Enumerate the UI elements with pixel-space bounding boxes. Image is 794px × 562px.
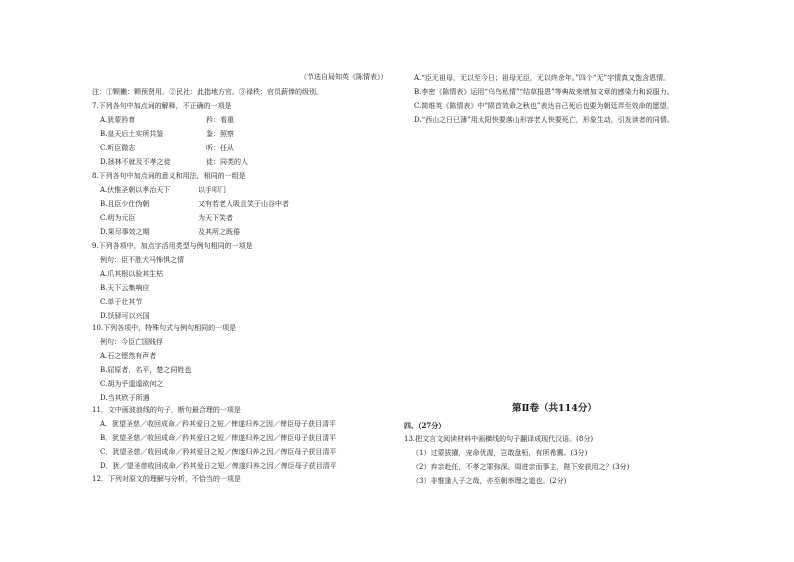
q8-option-a: A.伏惟圣朝以孝治天下: [100, 186, 171, 194]
q9-option-b: B.天下云集响应: [100, 284, 150, 292]
q12-option-b: B.李密《陈情表》运用“乌鸟私情”“结草报恩”等典故来增加文章的感染力和说服力。: [414, 88, 674, 96]
q8-option-c-compare: 为天下笑者: [198, 214, 233, 222]
q7-stem: 7.下列各句中加点词的解释，不正确的一项是: [92, 102, 232, 110]
q7-option-b-gloss: 鉴：照察: [206, 130, 234, 138]
q10-option-c: C.胡为乎遑遑欲何之: [100, 380, 164, 388]
q9-option-d: D.饫驿可以兴国: [100, 312, 150, 320]
q7-option-b: B.皇天后土实所共鉴: [100, 130, 164, 138]
q7-option-c: C.听臣微志: [100, 144, 136, 152]
q11-option-d: D．犹／望圣慈收回成命／矜其爱日之短／俾遂归养之因／俾臣母子获目清平: [100, 462, 337, 470]
q9-example: 例句：臣不胜犬马怖惧之情: [100, 256, 184, 264]
q12-option-a: A.“臣无祖母，无以至今日；祖母无臣，无以终余年。”四个“无”字情真又饱含恩情。: [414, 74, 671, 82]
q10-stem: 10.下列各项中，特殊句式与例句相同的一项是: [92, 324, 237, 332]
q10-example: 例句：今臣亡国贱俘: [100, 338, 163, 346]
q7-option-a: A.犹蒙矜育: [100, 116, 136, 124]
q12-option-d: D.“西山之日已薄”用太阳快要落山形容老人快要死亡，形象生动，引发读者的同情。: [414, 116, 674, 124]
q13-stem: 13.把文言文阅读材料中画横线的句子翻译成现代汉语。(8分): [404, 435, 594, 443]
q11-option-b: B．犹望圣慈／收回成命／矜其爱日之短／俾遂归养之因／俾臣母子获目清平: [100, 434, 337, 442]
q9-stem: 9.下列各项中，加点字活用类型与例句相同的一项是: [92, 242, 253, 250]
q8-stem: 8.下列各句中加点词的意义和用法，相同的一组是: [92, 172, 246, 180]
q12-stem: 12．下列对原文的理解与分析，不恰当的一项是: [92, 475, 241, 483]
q7-option-c-gloss: 听：任从: [206, 144, 234, 152]
q9-option-c: C.单于壮其节: [100, 298, 143, 306]
q8-option-b-compare: 又有若老人吸且笑于山谷中者: [198, 200, 289, 208]
annotation-note: 注：①颗獭：颗预贤用。②民社：此指地方官。③禄秩：官员薪俸的级别。: [92, 88, 323, 96]
section-4-heading: 四、（27分）: [404, 421, 446, 430]
q11-option-c: C．犹望圣慈／收回成命／矜其爱日之短／俾遂归养之因／俾臣母子获目清平: [100, 448, 337, 456]
q7-option-a-gloss: 矜：看重: [206, 116, 234, 124]
q7-option-d: D.拯林不就及不孝之徒: [100, 158, 171, 166]
volume-title: 第Ⅱ卷（共114分）: [512, 403, 597, 414]
source-citation: （节选自局知英《陈情表》）: [300, 73, 388, 81]
q7-option-d-gloss: 徒：同类的人: [206, 158, 248, 166]
q13-item-3: （3）非惟逢人子之哉，亦至朝率理之道也。(2分): [412, 477, 567, 485]
q11-stem: 11．文中画波浪线的句子，断句最合理的一项是: [92, 406, 241, 414]
q8-option-d: D.果尽事效之期: [100, 228, 150, 236]
q12-option-c: C.简维英《陈情表》中“陨首效命之秋也”表达自己死后也要为朝廷弄至效命的愿望。: [414, 102, 674, 110]
q13-item-1: （1）过蒙拔擢，宠命优渥，岂敢盘桓，有所希冀。(3分): [412, 449, 588, 457]
q11-option-a: A．犹望圣慈／收回成命／矜其爱日之短／俾遂归养之因／俾臣母子获目清平: [100, 420, 337, 428]
q13-item-2: （2）弃亲赴任，不孝之罪弥深。周进亲而事主，陛下安获用之？(3分): [412, 463, 630, 471]
q8-option-b: B.且臣少仕伪朝: [100, 200, 150, 208]
q8-option-a-compare: 以手叩门: [198, 186, 226, 194]
q9-option-a: A.爪其根以验其生枯: [100, 270, 164, 278]
q10-option-d: D.当其欣于所遇: [100, 394, 150, 402]
q8-option-d-compare: 及其所之既倦: [198, 228, 240, 236]
q8-option-c: C.明为元臣: [100, 214, 136, 222]
q10-option-a: A.石之铿然有声者: [100, 352, 157, 360]
q10-option-b: B.屈原者，名平，楚之同姓也: [100, 366, 192, 374]
